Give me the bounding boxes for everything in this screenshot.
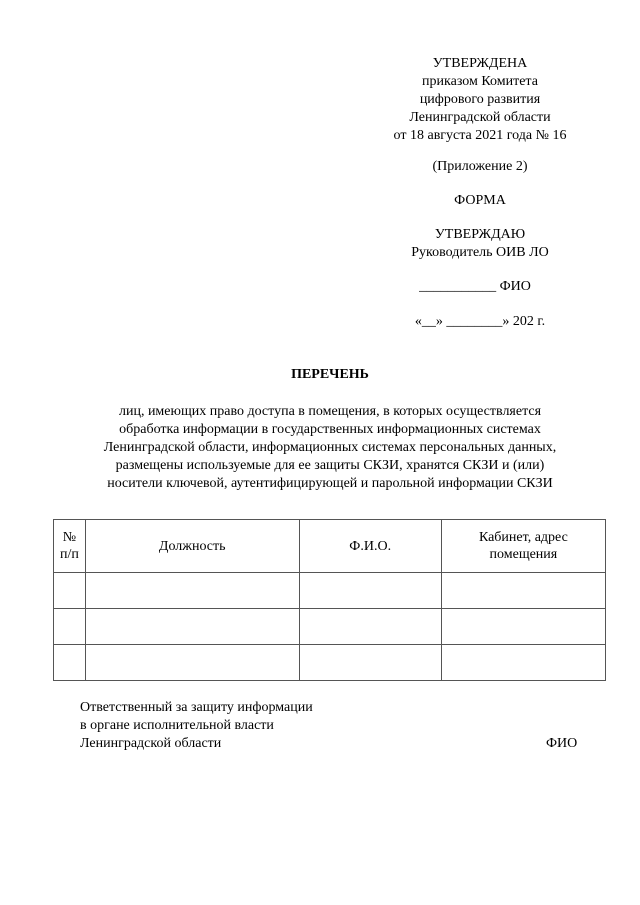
table-cell — [85, 573, 299, 609]
table-cell — [441, 609, 605, 645]
table-cell — [85, 609, 299, 645]
approved-by-line: приказом Комитета — [422, 74, 538, 89]
table-cell — [299, 573, 441, 609]
table-cell — [299, 609, 441, 645]
description-line: размещены используемые для ее защиты СКЗИ, хранятся СКЗИ и (или) — [115, 458, 545, 473]
table-cell — [54, 609, 86, 645]
signature-fio-line: ___________ ФИО — [419, 279, 531, 294]
description-line: обработка информации в государственных информационных системах — [119, 422, 541, 437]
responsible-line: в органе исполнительной власти — [80, 718, 274, 733]
responsible-fio: ФИО — [546, 736, 578, 751]
header-number-abbr: п/п — [59, 547, 79, 562]
header-number-symbol: № — [62, 530, 77, 545]
description-line: лиц, имеющих право доступа в помещения, в которых осуществляется — [118, 404, 542, 419]
table-header-row — [54, 520, 606, 573]
description-line: Ленинградской области, информационных системах персональных данных, — [103, 440, 557, 455]
approved-heading: УТВЕРЖДЕНА — [432, 56, 528, 71]
signature-date-line: «__» ________» 202 г. — [414, 314, 546, 329]
table-cell — [54, 645, 86, 681]
head-title-line: Руководитель ОИВ ЛО — [411, 245, 549, 260]
table-cell — [441, 645, 605, 681]
table-row — [54, 609, 606, 645]
persons-table — [53, 519, 606, 681]
table-row — [54, 645, 606, 681]
header-fio: Ф.И.О. — [299, 520, 441, 573]
table-row — [54, 573, 606, 609]
table-cell — [85, 645, 299, 681]
region-line: Ленинградской области — [409, 110, 551, 125]
approval-stamp — [370, 55, 590, 145]
header-number — [54, 520, 86, 573]
approve-heading: УТВЕРЖДАЮ — [434, 227, 526, 242]
table-cell — [54, 573, 86, 609]
committee-line: цифрового развития — [419, 92, 541, 107]
header-position: Должность — [85, 520, 299, 573]
responsible-person-block — [80, 699, 360, 753]
appendix-label: (Приложение 2) — [432, 159, 528, 174]
header-cabinet-line1: Кабинет, адрес — [478, 530, 568, 545]
document-title: ПЕРЕЧЕНЬ — [291, 367, 369, 382]
responsible-line: Ленинградской области — [80, 736, 222, 751]
table-cell — [299, 645, 441, 681]
document-description — [60, 403, 600, 493]
header-cabinet — [441, 520, 605, 573]
description-line: носители ключевой, аутентифицирующей и парольной информации СКЗИ — [107, 476, 553, 491]
form-label: ФОРМА — [454, 193, 506, 208]
order-date-line: от 18 августа 2021 года № 16 — [393, 128, 567, 143]
table-cell — [441, 573, 605, 609]
header-cabinet-line2: помещения — [489, 547, 558, 562]
approval-signature-block — [390, 226, 570, 262]
responsible-line: Ответственный за защиту информации — [80, 700, 313, 715]
